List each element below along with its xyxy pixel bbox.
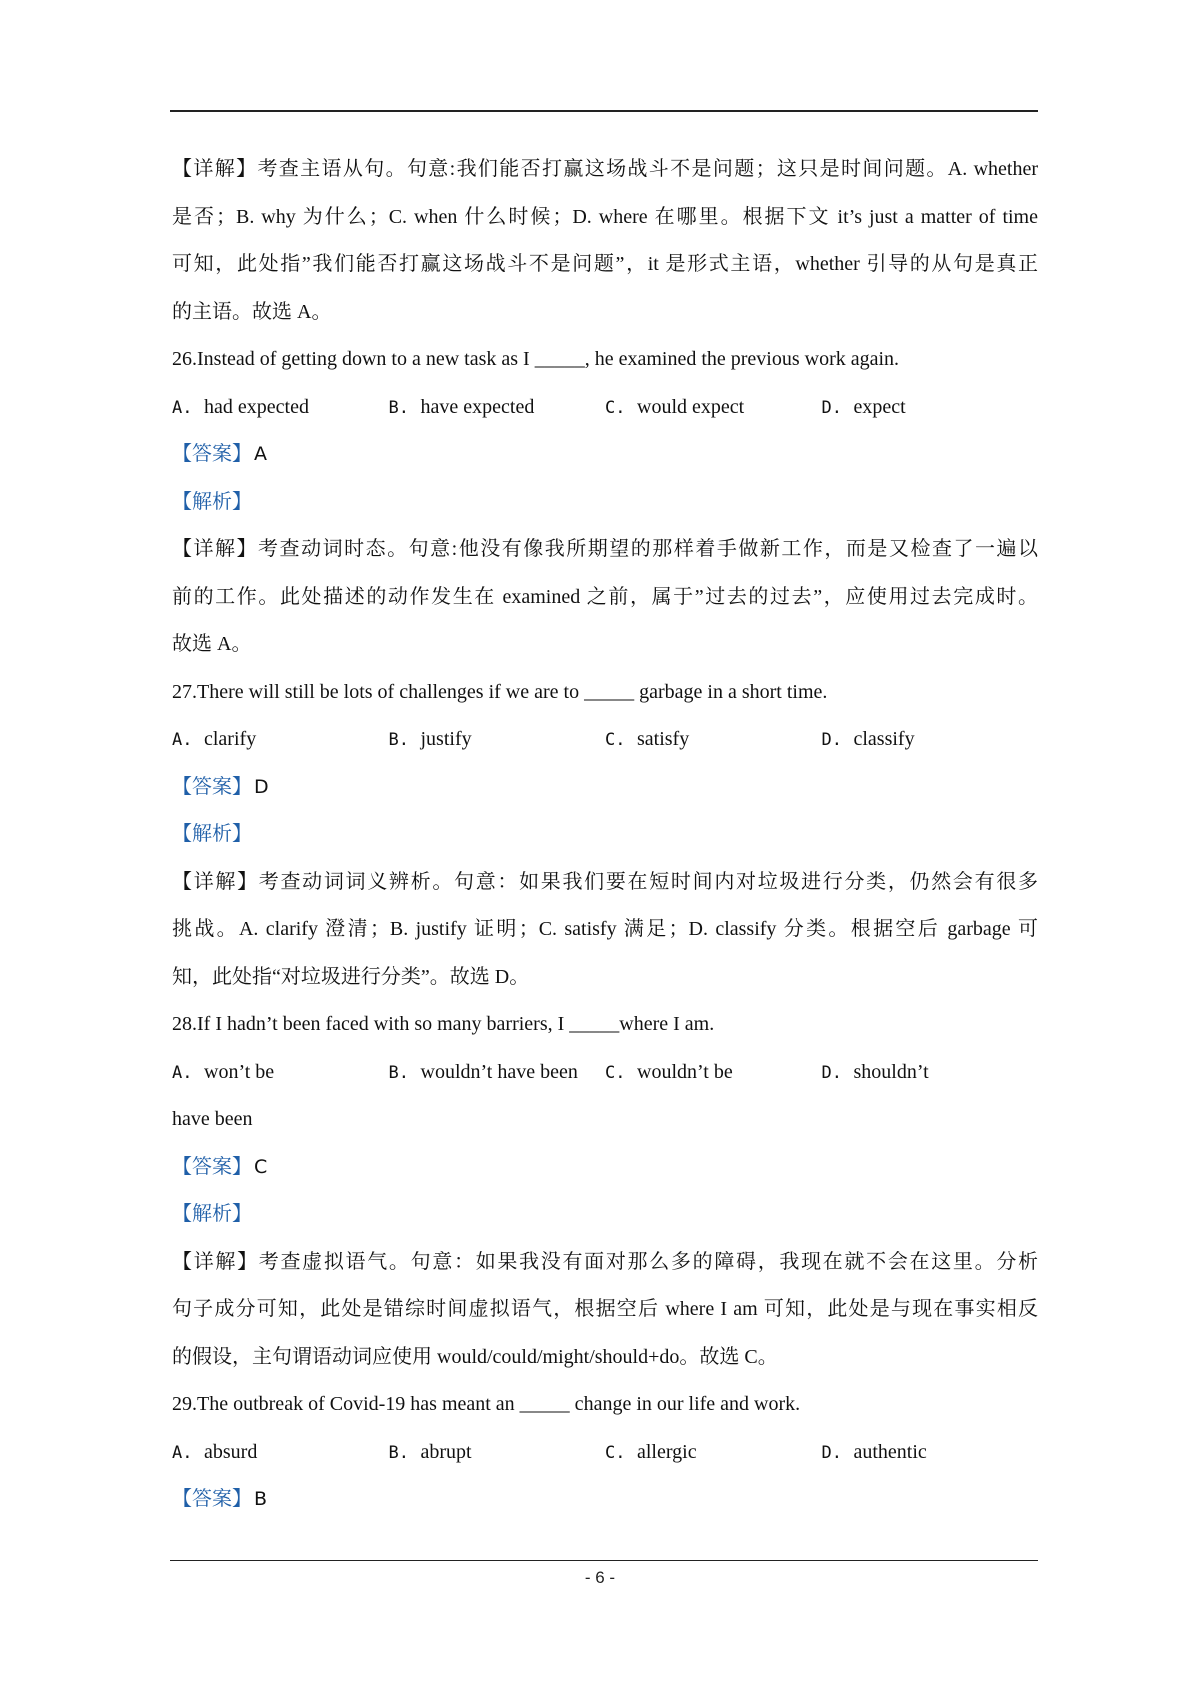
- detail-label: 【详解】: [172, 870, 259, 893]
- detail-text: 考查虚拟语气。句意：如果我没有面对那么多的障碍，我现在就不会在这里。分析: [258, 1250, 1038, 1273]
- answer-value: B: [254, 1488, 268, 1510]
- option-row: [172, 1429, 1038, 1477]
- analysis-line: [172, 1191, 1038, 1239]
- detail-line: 挑战。A. clarify 澄清；B. justify 证明；C. satisfy 满足；D. classify 分类。根据空后 garbage 可: [172, 918, 1038, 940]
- answer-value: D: [254, 775, 269, 798]
- detail-line: [172, 859, 1038, 907]
- analysis-line: [172, 811, 1038, 859]
- option-c: C. wouldn’t be: [605, 1060, 733, 1083]
- analysis-label: 【解析】: [172, 490, 252, 513]
- detail-text: 考查动词词义辨析。句意：如果我们要在短时间内对垃圾进行分类，仍然会有很多: [258, 870, 1038, 893]
- option-continuation: have been: [172, 1108, 253, 1130]
- page-number: - 6 -: [584, 1568, 616, 1587]
- answer-label: 【答案】: [172, 1488, 252, 1510]
- answer-line: [172, 764, 1038, 812]
- detail-text: 考查主语从句。句意:我们能否打赢这场战斗不是问题；这只是时间问题。A. whether: [257, 158, 1038, 180]
- detail-line: [172, 146, 1038, 194]
- option-b: B. wouldn’t have been: [388, 1060, 578, 1083]
- option-c: C. allergic: [605, 1440, 697, 1463]
- answer-value: A: [254, 443, 267, 465]
- detail-line: 可知，此处指”我们能否打赢这场战斗不是问题”，it 是形式主语，whether 引导的从句是真正: [172, 253, 1038, 275]
- detail-line: 的假设，主句谓语动词应使用 would/could/might/should+do。故选 C。: [172, 1345, 778, 1368]
- answer-line: [172, 1144, 1038, 1192]
- option-a: A. clarify: [172, 728, 257, 750]
- detail-text: 考查动词时态。句意:他没有像我所期望的那样着手做新工作，而是又检查了一遍以: [258, 538, 1038, 560]
- option-a: A. absurd: [172, 1440, 258, 1463]
- question-stem: 29.The outbreak of Covid-19 has meant an _____ change in our life and work.: [172, 1393, 801, 1415]
- detail-line: [172, 1239, 1038, 1287]
- option-row: [172, 716, 1038, 764]
- option-a: A. had expected: [172, 395, 309, 418]
- question-stem: 27.There will still be lots of challenges if we are to _____ garbage in a short time.: [172, 680, 828, 703]
- detail-line: [172, 526, 1038, 574]
- option-a: A. won’t be: [172, 1060, 275, 1083]
- option-d: D. authentic: [821, 1440, 927, 1463]
- option-b: B. justify: [388, 728, 472, 750]
- option-row: [172, 1049, 1038, 1097]
- detail-line: 故选 A。: [172, 633, 252, 655]
- answer-line: [172, 1476, 1038, 1524]
- option-d: D. classify: [821, 728, 915, 750]
- option-d: D. shouldn’t: [821, 1060, 929, 1083]
- detail-line: 句子成分可知，此处是错综时间虚拟语气，根据空后 where I am 可知，此处是与现在事实相反: [172, 1298, 1038, 1320]
- option-row: [172, 384, 1038, 432]
- detail-label: 【详解】: [172, 1250, 259, 1273]
- detail-label: 【详解】: [172, 158, 258, 180]
- option-c: C. satisfy: [605, 728, 690, 750]
- detail-line: 知，此处指“对垃圾进行分类”。故选 D。: [172, 965, 530, 988]
- answer-label: 【答案】: [172, 1155, 252, 1178]
- answer-value: C: [254, 1155, 268, 1178]
- option-d: D. expect: [821, 395, 906, 418]
- question-stem: 26.Instead of getting down to a new task as I _____, he examined the previous work again.: [172, 348, 900, 370]
- analysis-label: 【解析】: [172, 823, 252, 845]
- analysis-label: 【解析】: [172, 1203, 252, 1225]
- detail-line: 前的工作。此处描述的动作发生在 examined 之前，属于”过去的过去”，应使用过去完成时。: [172, 585, 1038, 608]
- option-b: B. have expected: [388, 395, 535, 418]
- detail-line: 是否；B. why 为什么；C. when 什么时候；D. where 在哪里。根据下文 it’s just a matter of time: [172, 205, 1038, 228]
- page-content: [172, 146, 1038, 1524]
- answer-label: 【答案】: [172, 443, 252, 465]
- question-stem: 28.If I hadn’t been faced with so many barriers, I _____where I am.: [172, 1013, 715, 1035]
- detail-line: 的主语。故选 A。: [172, 300, 332, 323]
- answer-label: 【答案】: [172, 775, 252, 798]
- option-b: B. abrupt: [388, 1440, 472, 1463]
- footer-rule: [170, 1560, 1038, 1561]
- detail-label: 【详解】: [172, 538, 259, 560]
- analysis-line: [172, 479, 1038, 527]
- header-rule: [170, 110, 1038, 112]
- option-c: C. would expect: [605, 395, 745, 418]
- answer-line: [172, 431, 1038, 479]
